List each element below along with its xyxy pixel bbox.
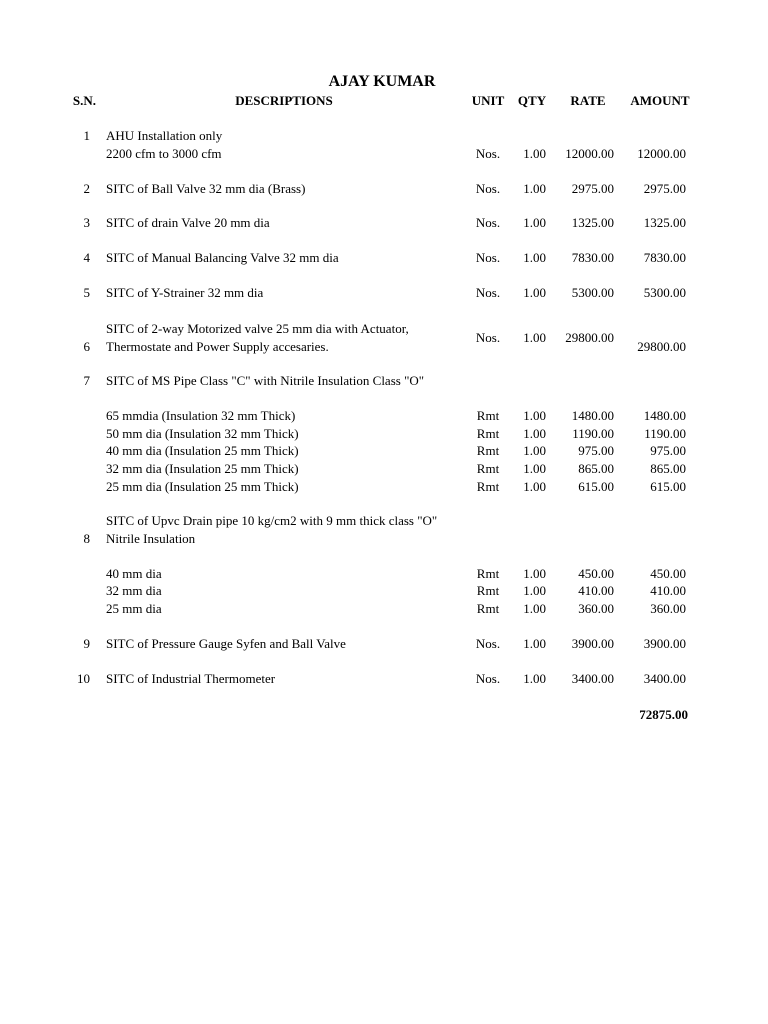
row-2-rate: 2975.00 [571,181,614,196]
row-7-sub-4-description: 32 mm dia (Insulation 25 mm Thick) [106,461,299,476]
row-6-qty: 1.00 [523,330,546,345]
row-7-sub-3-qty: 1.00 [523,443,546,458]
row-8-sub-2-unit: Rmt [476,583,500,598]
row-6-description-line2: Thermostate and Power Supply accesaries. [106,339,329,354]
row-5-unit: Nos. [475,285,501,300]
row-7-sub-5-amount: 615.00 [650,479,686,494]
row-5-sn: 5 [83,285,90,300]
document-title: AJAY KUMAR [328,73,436,90]
row-2-description: SITC of Ball Valve 32 mm dia (Brass) [106,181,306,196]
row-4-qty: 1.00 [523,250,546,265]
row-4-unit: Nos. [475,250,501,265]
row-8-sub-1-amount: 450.00 [650,566,686,581]
row-6-amount: 29800.00 [637,339,686,354]
row-7-sub-5-rate: 615.00 [578,479,614,494]
row-7-sub-3-description: 40 mm dia (Insulation 25 mm Thick) [106,443,299,458]
row-1-qty: 1.00 [523,146,546,161]
header-sn: S.N. [72,93,96,108]
row-8-sub-2-description: 32 mm dia [106,583,162,598]
row-7-sub-2-amount: 1190.00 [644,426,686,441]
row-8-sub-1-unit: Rmt [476,566,500,581]
header-descriptions: DESCRIPTIONS [235,93,333,108]
row-10-unit: Nos. [475,671,501,686]
row-9-rate: 3900.00 [571,636,614,651]
row-3-sn: 3 [83,215,90,230]
header-rate: RATE [570,93,606,108]
row-10-amount: 3400.00 [643,671,686,686]
row-7-sub-5-description: 25 mm dia (Insulation 25 mm Thick) [106,479,299,494]
row-7-sub-1-description: 65 mmdia (Insulation 32 mm Thick) [106,408,296,423]
row-2-sn: 2 [83,181,90,196]
row-7-sub-3-amount: 975.00 [650,443,686,458]
row-4-rate: 7830.00 [571,250,614,265]
header-amount: AMOUNT [630,93,690,108]
row-8-description-line2: Nitrile Insulation [106,531,196,546]
row-7-sub-1-qty: 1.00 [523,408,546,423]
row-3-description: SITC of drain Valve 20 mm dia [106,215,270,230]
row-7-sub-4-qty: 1.00 [523,461,546,476]
row-6-sn: 6 [83,339,90,354]
row-5-description: SITC of Y-Strainer 32 mm dia [106,285,264,300]
header-unit: UNIT [471,93,505,108]
row-7-sub-2-qty: 1.00 [523,426,546,441]
row-2-amount: 2975.00 [643,181,686,196]
row-8-sub-1-description: 40 mm dia [106,566,162,581]
row-9-unit: Nos. [475,636,501,651]
row-1-description: AHU Installation only [106,128,223,143]
row-8-sub-2-amount: 410.00 [650,583,686,598]
header-qty: QTY [517,93,547,108]
row-7-sub-2-unit: Rmt [476,426,500,441]
row-1-description-line2: 2200 cfm to 3000 cfm [106,146,222,161]
row-7-sn: 7 [83,373,90,388]
row-7-sub-4-amount: 865.00 [650,461,686,476]
row-8-sub-2-qty: 1.00 [523,583,546,598]
row-3-rate: 1325.00 [571,215,614,230]
row-8-sub-2-rate: 410.00 [578,583,614,598]
row-10-rate: 3400.00 [571,671,614,686]
row-8-sub-3-rate: 360.00 [578,601,614,616]
row-3-unit: Nos. [475,215,501,230]
row-7-sub-1-unit: Rmt [476,408,500,423]
row-9-sn: 9 [83,636,90,651]
row-9-qty: 1.00 [523,636,546,651]
row-5-rate: 5300.00 [571,285,614,300]
row-7-sub-5-qty: 1.00 [523,479,546,494]
row-7-sub-2-description: 50 mm dia (Insulation 32 mm Thick) [106,426,299,441]
row-5-qty: 1.00 [523,285,546,300]
row-5-amount: 5300.00 [643,285,686,300]
row-6-description: SITC of 2-way Motorized valve 25 mm dia with Actuator, [106,321,409,336]
row-8-sub-3-qty: 1.00 [523,601,546,616]
row-7-sub-3-unit: Rmt [476,443,500,458]
row-8-sub-3-description: 25 mm dia [106,601,162,616]
row-7-sub-4-rate: 865.00 [578,461,614,476]
row-6-unit: Nos. [475,330,501,345]
row-3-qty: 1.00 [523,215,546,230]
row-2-unit: Nos. [475,181,501,196]
row-7-sub-1-rate: 1480.00 [571,408,614,423]
row-4-amount: 7830.00 [643,250,686,265]
row-8-sub-1-qty: 1.00 [523,566,546,581]
row-9-description: SITC of Pressure Gauge Syfen and Ball Valve [106,636,346,651]
row-1-amount: 12000.00 [637,146,686,161]
row-7-sub-2-rate: 1190.00 [572,426,614,441]
row-7-sub-1-amount: 1480.00 [643,408,686,423]
row-4-sn: 4 [83,250,90,265]
row-7-description: SITC of MS Pipe Class "C" with Nitrile Insulation Class "O" [106,373,425,388]
row-1-rate: 12000.00 [565,146,614,161]
row-8-sub-1-rate: 450.00 [578,566,614,581]
row-8-description: SITC of Upvc Drain pipe 10 kg/cm2 with 9 mm thick class "O" [106,513,438,528]
row-6-rate: 29800.00 [565,330,614,345]
row-8-sn: 8 [83,531,90,546]
row-1-unit: Nos. [475,146,501,161]
row-2-qty: 1.00 [523,181,546,196]
row-7-sub-3-rate: 975.00 [578,443,614,458]
row-7-sub-4-unit: Rmt [476,461,500,476]
row-10-qty: 1.00 [523,671,546,686]
grand-total: 72875.00 [639,707,688,722]
row-7-sub-5-unit: Rmt [476,479,500,494]
row-10-sn: 10 [77,671,90,686]
row-8-sub-3-unit: Rmt [476,601,500,616]
row-10-description: SITC of Industrial Thermometer [106,671,276,686]
row-1-sn: 1 [83,128,90,143]
row-9-amount: 3900.00 [643,636,686,651]
row-3-amount: 1325.00 [643,215,686,230]
row-8-sub-3-amount: 360.00 [650,601,686,616]
row-4-description: SITC of Manual Balancing Valve 32 mm dia [106,250,339,265]
